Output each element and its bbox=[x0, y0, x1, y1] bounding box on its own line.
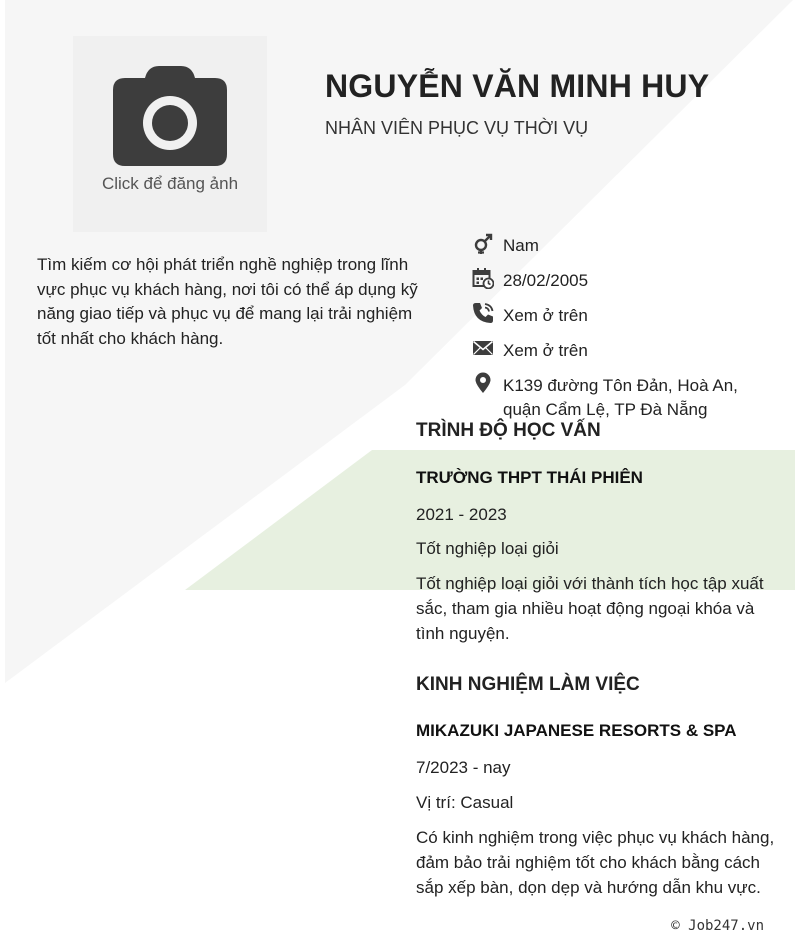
experience-description: Có kinh nghiệm trong việc phục vụ khách hàng, đảm bảo trải nghiệm tốt cho khách bằng cách sắp xếp bàn, dọn dẹp và hướng dẫn khu vực. bbox=[416, 828, 775, 897]
experience-position: Vị trí: Casual bbox=[416, 793, 514, 812]
experience-company: MIKAZUKI JAPANESE RESORTS & SPA bbox=[416, 721, 737, 740]
contact-address bbox=[472, 372, 772, 419]
camera-icon bbox=[111, 64, 229, 168]
experience-period: 7/2023 - nay bbox=[416, 758, 511, 777]
birthdate-value: 28/02/2005 bbox=[503, 271, 589, 290]
education-section bbox=[416, 420, 780, 442]
email-value: Xem ở trên bbox=[503, 341, 588, 360]
contact-info bbox=[472, 232, 772, 419]
job-title: NHÂN VIÊN PHỤC VỤ THỜI VỤ bbox=[325, 118, 589, 138]
experience-section bbox=[416, 674, 780, 696]
candidate-name: NGUYỄN VĂN MINH HUY bbox=[325, 68, 710, 104]
education-period: 2021 - 2023 bbox=[416, 505, 507, 524]
calendar-icon bbox=[472, 267, 494, 289]
photo-upload[interactable] bbox=[73, 36, 267, 232]
gender-icon bbox=[472, 232, 494, 254]
footer-brand: © Job247.vn bbox=[671, 918, 764, 934]
education-title: TRÌNH ĐỘ HỌC VẤN bbox=[416, 420, 601, 441]
experience-title: KINH NGHIỆM LÀM VIỆC bbox=[416, 674, 640, 695]
education-result: Tốt nghiệp loại giỏi bbox=[416, 539, 559, 558]
career-objective: Tìm kiếm cơ hội phát triển nghề nghiệp trong lĩnh vực phục vụ khách hàng, nơi tôi có thể áp dụng kỹ năng giao tiếp và phục vụ để mang lại trải nghiệm tốt nhất cho khách hàng. bbox=[37, 255, 418, 348]
location-pin-icon bbox=[472, 372, 494, 394]
phone-value: Xem ở trên bbox=[503, 306, 588, 325]
gender-value: Nam bbox=[503, 236, 539, 255]
email-icon bbox=[472, 337, 494, 359]
education-school: TRƯỜNG THPT THÁI PHIÊN bbox=[416, 468, 643, 487]
contact-gender bbox=[472, 232, 772, 267]
contact-phone bbox=[472, 302, 772, 337]
phone-icon bbox=[472, 302, 494, 324]
education-description: Tốt nghiệp loại giỏi với thành tích học tập xuất sắc, tham gia nhiều hoạt động ngoại khóa và tình nguyện. bbox=[416, 574, 764, 643]
address-value: K139 đường Tôn Đản, Hoà An, quận Cẩm Lệ, TP Đà Nẵng bbox=[503, 376, 738, 419]
contact-birthdate bbox=[472, 267, 772, 302]
contact-email bbox=[472, 337, 772, 372]
upload-photo-label: Click để đăng ảnh bbox=[101, 174, 239, 193]
